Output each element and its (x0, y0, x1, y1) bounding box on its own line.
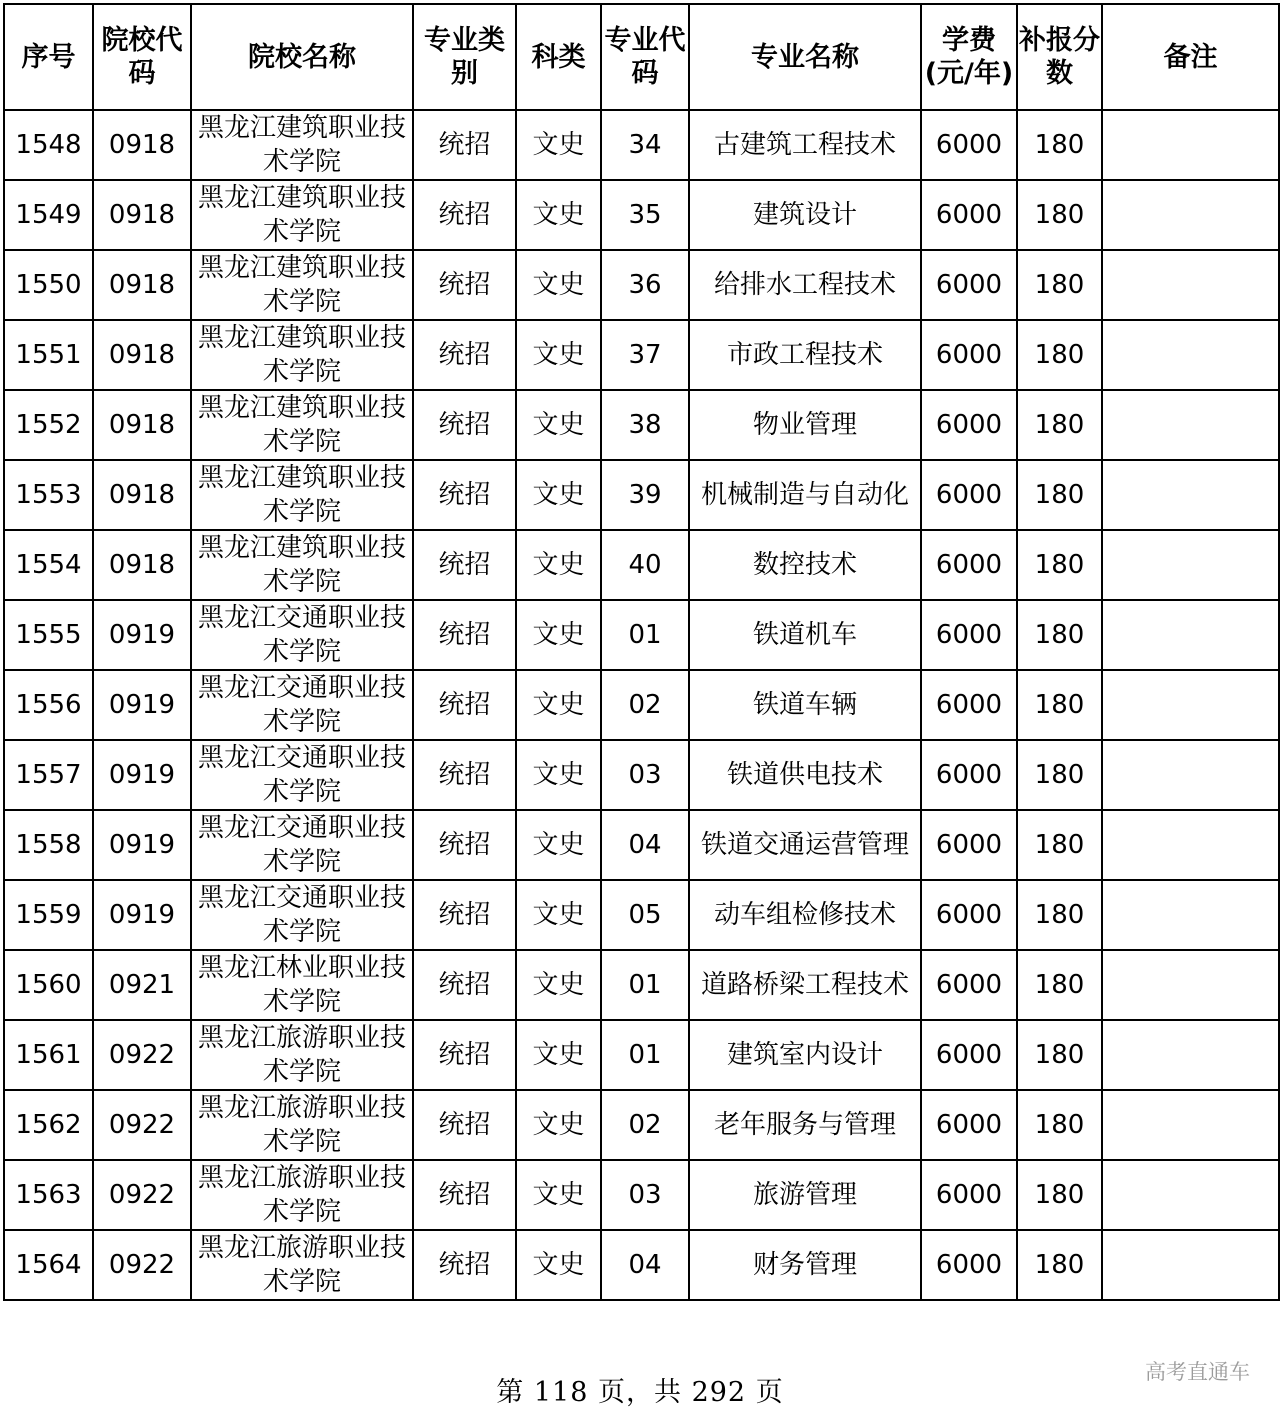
cell-subject: 文史 (516, 460, 601, 530)
cell-school-code: 0919 (93, 740, 191, 810)
cell-score: 180 (1017, 320, 1102, 390)
header-school-code: 院校代码 (93, 4, 191, 110)
cell-score: 180 (1017, 600, 1102, 670)
cell-subject: 文史 (516, 110, 601, 180)
cell-seq: 1560 (4, 950, 93, 1020)
cell-school-code: 0922 (93, 1160, 191, 1230)
cell-score: 180 (1017, 810, 1102, 880)
cell-seq: 1548 (4, 110, 93, 180)
cell-seq: 1549 (4, 180, 93, 250)
cell-seq: 1564 (4, 1230, 93, 1300)
cell-category: 统招 (413, 670, 516, 740)
cell-school-code: 0922 (93, 1090, 191, 1160)
cell-category: 统招 (413, 600, 516, 670)
cell-major-name: 旅游管理 (689, 1160, 921, 1230)
cell-school-code: 0918 (93, 390, 191, 460)
cell-school-name: 黑龙江建筑职业技术学院 (191, 180, 413, 250)
cell-subject: 文史 (516, 1020, 601, 1090)
cell-subject: 文史 (516, 880, 601, 950)
cell-seq: 1563 (4, 1160, 93, 1230)
cell-tuition: 6000 (921, 880, 1017, 950)
cell-school-name: 黑龙江交通职业技术学院 (191, 740, 413, 810)
cell-major-code: 03 (601, 740, 689, 810)
cell-category: 统招 (413, 1230, 516, 1300)
cell-school-code: 0918 (93, 180, 191, 250)
cell-subject: 文史 (516, 810, 601, 880)
cell-major-name: 建筑设计 (689, 180, 921, 250)
cell-category: 统招 (413, 110, 516, 180)
table-row (4, 1090, 1279, 1160)
cell-tuition: 6000 (921, 530, 1017, 600)
cell-school-name: 黑龙江林业职业技术学院 (191, 950, 413, 1020)
cell-seq: 1556 (4, 670, 93, 740)
cell-major-code: 40 (601, 530, 689, 600)
cell-subject: 文史 (516, 390, 601, 460)
cell-major-name: 动车组检修技术 (689, 880, 921, 950)
cell-subject: 文史 (516, 320, 601, 390)
watermark: 高考直通车 (1145, 1360, 1250, 1384)
cell-school-name: 黑龙江旅游职业技术学院 (191, 1230, 413, 1300)
cell-school-code: 0919 (93, 880, 191, 950)
cell-note (1102, 460, 1279, 530)
cell-score: 180 (1017, 390, 1102, 460)
table-row (4, 1160, 1279, 1230)
cell-major-name: 铁道车辆 (689, 670, 921, 740)
cell-subject: 文史 (516, 600, 601, 670)
cell-tuition: 6000 (921, 320, 1017, 390)
cell-category: 统招 (413, 250, 516, 320)
cell-major-code: 04 (601, 1230, 689, 1300)
table-row (4, 320, 1279, 390)
header-major-code: 专业代码 (601, 4, 689, 110)
cell-school-code: 0919 (93, 600, 191, 670)
cell-school-code: 0918 (93, 110, 191, 180)
cell-tuition: 6000 (921, 1230, 1017, 1300)
cell-subject: 文史 (516, 1160, 601, 1230)
cell-note (1102, 950, 1279, 1020)
cell-score: 180 (1017, 670, 1102, 740)
cell-school-name: 黑龙江交通职业技术学院 (191, 670, 413, 740)
cell-major-name: 古建筑工程技术 (689, 110, 921, 180)
cell-note (1102, 1090, 1279, 1160)
table-row (4, 600, 1279, 670)
cell-seq: 1562 (4, 1090, 93, 1160)
cell-note (1102, 880, 1279, 950)
cell-note (1102, 1160, 1279, 1230)
cell-tuition: 6000 (921, 810, 1017, 880)
cell-school-name: 黑龙江旅游职业技术学院 (191, 1020, 413, 1090)
cell-score: 180 (1017, 1020, 1102, 1090)
cell-score: 180 (1017, 1230, 1102, 1300)
table-header (4, 4, 1279, 110)
cell-note (1102, 810, 1279, 880)
admissions-table (3, 3, 1280, 1301)
cell-note (1102, 1020, 1279, 1090)
cell-subject: 文史 (516, 250, 601, 320)
cell-school-name: 黑龙江建筑职业技术学院 (191, 530, 413, 600)
cell-note (1102, 250, 1279, 320)
cell-school-name: 黑龙江交通职业技术学院 (191, 810, 413, 880)
cell-note (1102, 670, 1279, 740)
cell-tuition: 6000 (921, 110, 1017, 180)
cell-category: 统招 (413, 950, 516, 1020)
cell-category: 统招 (413, 390, 516, 460)
table-row (4, 460, 1279, 530)
cell-subject: 文史 (516, 530, 601, 600)
table-row (4, 530, 1279, 600)
page-footer: 第 118 页，共 292 页 (496, 1377, 784, 1408)
cell-subject: 文史 (516, 1230, 601, 1300)
cell-seq: 1553 (4, 460, 93, 530)
cell-note (1102, 320, 1279, 390)
cell-tuition: 6000 (921, 460, 1017, 530)
table-row (4, 390, 1279, 460)
cell-major-code: 01 (601, 1020, 689, 1090)
cell-note (1102, 390, 1279, 460)
cell-subject: 文史 (516, 180, 601, 250)
cell-subject: 文史 (516, 1090, 601, 1160)
cell-major-code: 02 (601, 1090, 689, 1160)
cell-score: 180 (1017, 950, 1102, 1020)
cell-score: 180 (1017, 110, 1102, 180)
cell-tuition: 6000 (921, 670, 1017, 740)
cell-category: 统招 (413, 180, 516, 250)
cell-seq: 1561 (4, 1020, 93, 1090)
cell-major-name: 市政工程技术 (689, 320, 921, 390)
cell-major-code: 03 (601, 1160, 689, 1230)
table-row (4, 950, 1279, 1020)
header-subject: 科类 (516, 4, 601, 110)
cell-major-name: 铁道交通运营管理 (689, 810, 921, 880)
cell-school-name: 黑龙江建筑职业技术学院 (191, 320, 413, 390)
cell-school-name: 黑龙江建筑职业技术学院 (191, 390, 413, 460)
cell-seq: 1551 (4, 320, 93, 390)
cell-tuition: 6000 (921, 1160, 1017, 1230)
cell-school-code: 0918 (93, 320, 191, 390)
cell-tuition: 6000 (921, 950, 1017, 1020)
table-row (4, 1020, 1279, 1090)
cell-note (1102, 740, 1279, 810)
header-tuition: 学费(元/年) (921, 4, 1017, 110)
header-row (4, 4, 1279, 110)
cell-category: 统招 (413, 1160, 516, 1230)
cell-major-code: 35 (601, 180, 689, 250)
cell-major-name: 物业管理 (689, 390, 921, 460)
cell-school-code: 0919 (93, 670, 191, 740)
cell-tuition: 6000 (921, 180, 1017, 250)
cell-subject: 文史 (516, 950, 601, 1020)
cell-note (1102, 180, 1279, 250)
cell-school-name: 黑龙江旅游职业技术学院 (191, 1160, 413, 1230)
cell-school-name: 黑龙江建筑职业技术学院 (191, 460, 413, 530)
cell-major-code: 36 (601, 250, 689, 320)
cell-seq: 1557 (4, 740, 93, 810)
cell-note (1102, 530, 1279, 600)
cell-major-code: 37 (601, 320, 689, 390)
cell-score: 180 (1017, 880, 1102, 950)
header-score: 补报分数 (1017, 4, 1102, 110)
header-seq: 序号 (4, 4, 93, 110)
cell-category: 统招 (413, 740, 516, 810)
cell-seq: 1550 (4, 250, 93, 320)
cell-category: 统招 (413, 1020, 516, 1090)
cell-score: 180 (1017, 530, 1102, 600)
cell-major-name: 数控技术 (689, 530, 921, 600)
cell-major-code: 34 (601, 110, 689, 180)
cell-score: 180 (1017, 460, 1102, 530)
cell-score: 180 (1017, 740, 1102, 810)
cell-seq: 1554 (4, 530, 93, 600)
cell-major-name: 机械制造与自动化 (689, 460, 921, 530)
table-row (4, 180, 1279, 250)
cell-major-code: 01 (601, 600, 689, 670)
cell-category: 统招 (413, 1090, 516, 1160)
cell-seq: 1552 (4, 390, 93, 460)
cell-note (1102, 600, 1279, 670)
cell-major-name: 铁道供电技术 (689, 740, 921, 810)
cell-category: 统招 (413, 460, 516, 530)
cell-score: 180 (1017, 1160, 1102, 1230)
cell-tuition: 6000 (921, 1020, 1017, 1090)
cell-major-name: 给排水工程技术 (689, 250, 921, 320)
cell-major-code: 38 (601, 390, 689, 460)
header-note: 备注 (1102, 4, 1279, 110)
table-row (4, 810, 1279, 880)
cell-school-code: 0919 (93, 810, 191, 880)
cell-category: 统招 (413, 320, 516, 390)
cell-category: 统招 (413, 530, 516, 600)
cell-school-code: 0918 (93, 250, 191, 320)
header-major-name: 专业名称 (689, 4, 921, 110)
cell-score: 180 (1017, 1090, 1102, 1160)
cell-score: 180 (1017, 180, 1102, 250)
cell-note (1102, 110, 1279, 180)
cell-major-name: 老年服务与管理 (689, 1090, 921, 1160)
cell-tuition: 6000 (921, 390, 1017, 460)
cell-tuition: 6000 (921, 1090, 1017, 1160)
table-row (4, 1230, 1279, 1300)
cell-major-name: 道路桥梁工程技术 (689, 950, 921, 1020)
cell-major-code: 04 (601, 810, 689, 880)
cell-school-name: 黑龙江旅游职业技术学院 (191, 1090, 413, 1160)
table-row (4, 740, 1279, 810)
cell-school-code: 0922 (93, 1020, 191, 1090)
cell-major-code: 02 (601, 670, 689, 740)
cell-school-name: 黑龙江建筑职业技术学院 (191, 250, 413, 320)
header-category: 专业类别 (413, 4, 516, 110)
table-body (4, 110, 1279, 1300)
header-school-name: 院校名称 (191, 4, 413, 110)
cell-tuition: 6000 (921, 250, 1017, 320)
cell-tuition: 6000 (921, 600, 1017, 670)
table-row (4, 250, 1279, 320)
cell-seq: 1555 (4, 600, 93, 670)
cell-school-name: 黑龙江交通职业技术学院 (191, 880, 413, 950)
table-row (4, 880, 1279, 950)
cell-school-name: 黑龙江交通职业技术学院 (191, 600, 413, 670)
cell-major-code: 01 (601, 950, 689, 1020)
cell-major-code: 05 (601, 880, 689, 950)
cell-school-name: 黑龙江建筑职业技术学院 (191, 110, 413, 180)
table-row (4, 670, 1279, 740)
table-row (4, 110, 1279, 180)
cell-subject: 文史 (516, 740, 601, 810)
cell-major-name: 铁道机车 (689, 600, 921, 670)
cell-major-name: 建筑室内设计 (689, 1020, 921, 1090)
cell-school-code: 0922 (93, 1230, 191, 1300)
cell-category: 统招 (413, 810, 516, 880)
cell-school-code: 0918 (93, 460, 191, 530)
cell-category: 统招 (413, 880, 516, 950)
cell-tuition: 6000 (921, 740, 1017, 810)
cell-school-code: 0921 (93, 950, 191, 1020)
cell-seq: 1558 (4, 810, 93, 880)
cell-subject: 文史 (516, 670, 601, 740)
cell-score: 180 (1017, 250, 1102, 320)
cell-major-name: 财务管理 (689, 1230, 921, 1300)
cell-major-code: 39 (601, 460, 689, 530)
cell-note (1102, 1230, 1279, 1300)
cell-seq: 1559 (4, 880, 93, 950)
cell-school-code: 0918 (93, 530, 191, 600)
